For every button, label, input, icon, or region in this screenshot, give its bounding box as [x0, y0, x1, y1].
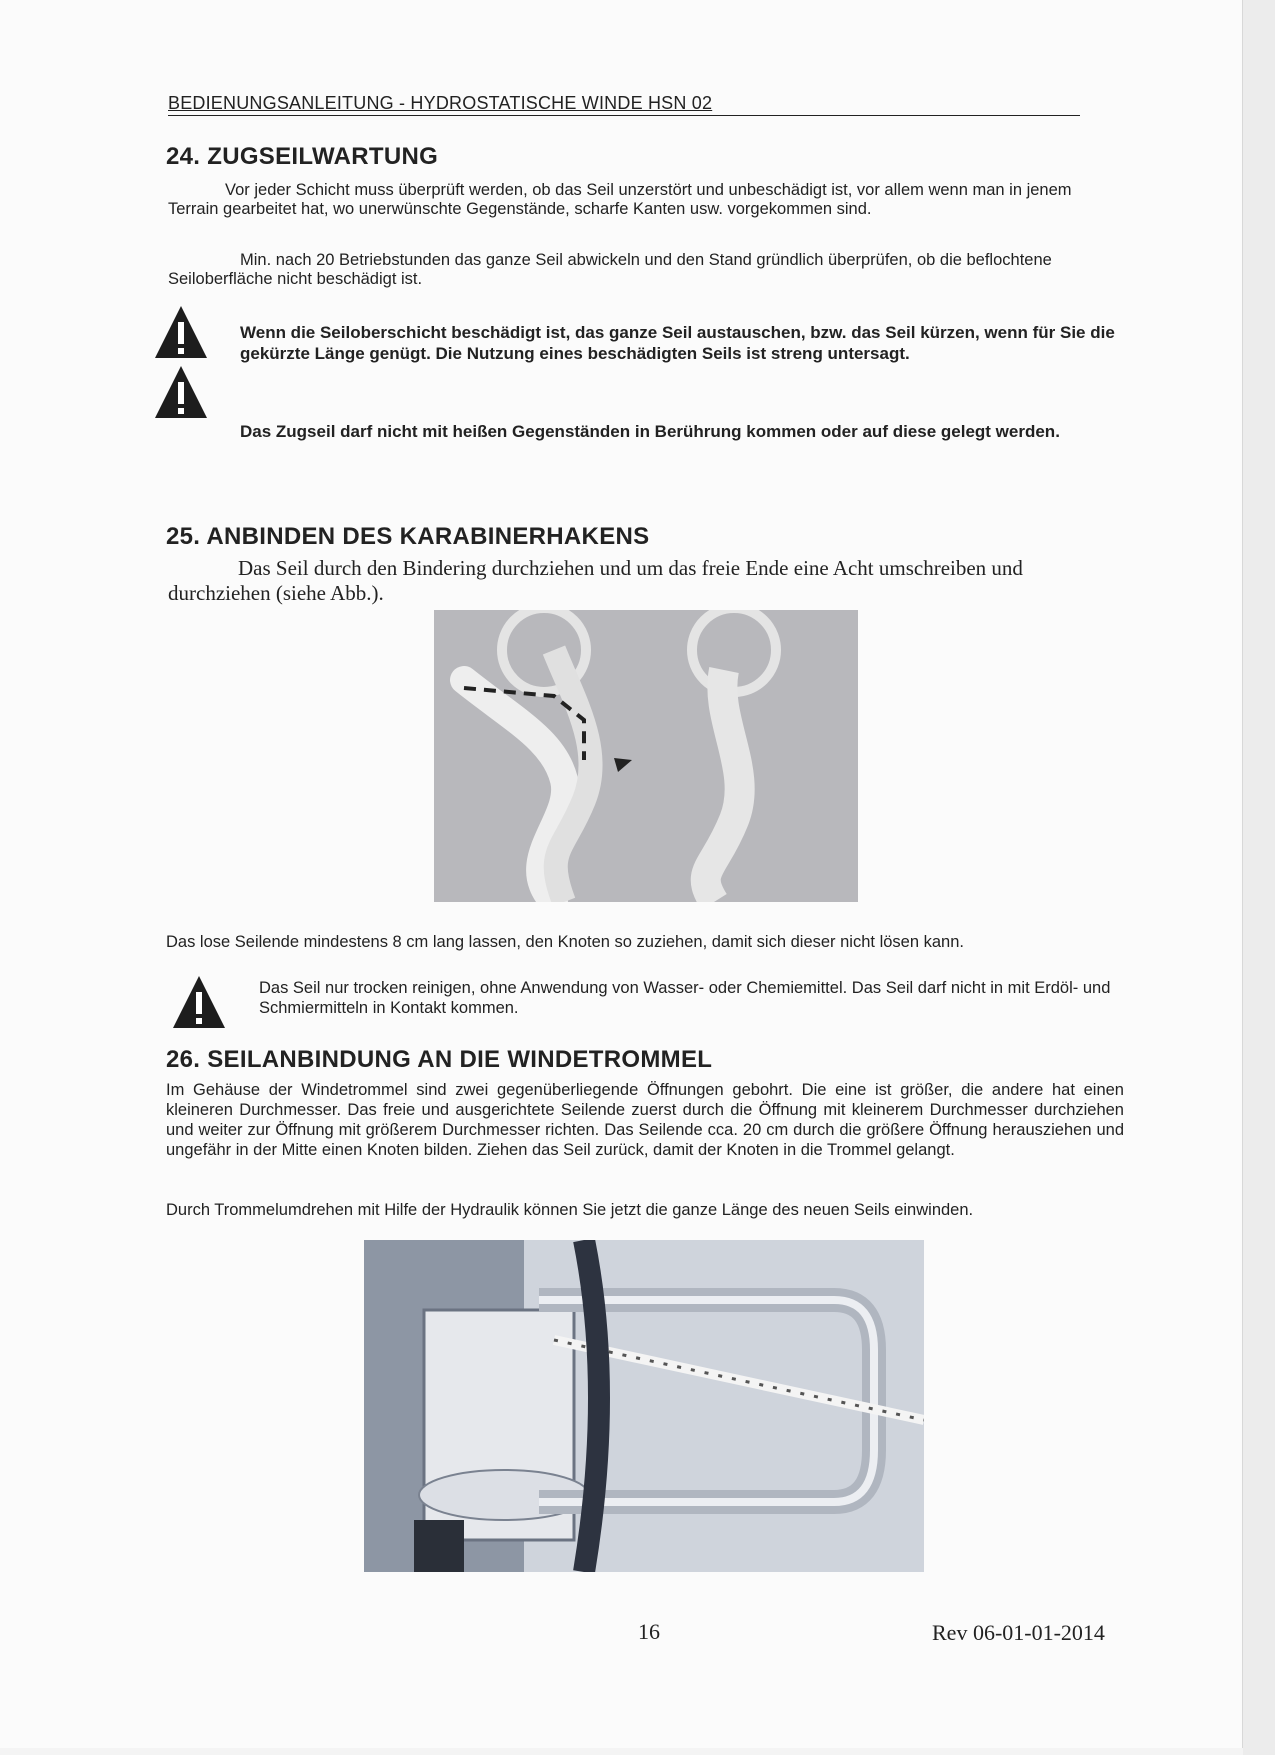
section-25-warning: Das Seil nur trocken reinigen, ohne Anwendung von Wasser- oder Chemiemittel. Das Seil darf nicht in mit Erdöl- und Schmiermitteln in Kontakt kommen.	[259, 979, 1111, 1017]
section-24-title: 24. ZUGSEILWARTUNG	[166, 143, 439, 170]
section-25-title: 25. ANBINDEN DES KARABINERHAKENS	[166, 523, 650, 550]
section-24-warning-1: Wenn die Seiloberschicht beschädigt ist, das ganze Seil austauschen, bzw. das Seil kürzen, wenn für Sie die gekürzte Länge genügt. Die Nutzung eines beschädigten Seils ist streng untersagt.	[240, 323, 1115, 363]
section-24-warning-2: Das Zugseil darf nicht mit heißen Gegenständen in Berührung kommen oder auf diese gelegt werden.	[240, 422, 1060, 441]
section-24-paragraph-2: Min. nach 20 Betriebstunden das ganze Seil abwickeln und den Stand gründlich überprüfen, ob die beflochtene Seiloberfläche nicht beschädigt ist.	[168, 251, 1052, 288]
header-text: BEDIENUNGSANLEITUNG - HYDROSTATISCHE WINDE HSN 02	[168, 93, 713, 113]
revision-label: Rev 06-01-01-2014	[932, 1620, 1105, 1645]
section-25-paragraph-2: Das lose Seilende mindestens 8 cm lang lassen, den Knoten so zuziehen, damit sich dieser nicht lösen kann.	[166, 933, 964, 951]
section-26-title: 26. SEILANBINDUNG AN DIE WINDETROMMEL	[166, 1046, 713, 1073]
warning-icon	[152, 364, 210, 420]
page-header	[168, 93, 1080, 116]
section-26-paragraph-1: Im Gehäuse der Windetrommel sind zwei gegenüberliegende Öffnungen gebohrt. Die eine ist größer, die andere hat einen kleineren Durchmesser. Das freie und ausgerichtete Seilende zuerst durch die Öffnung mit kleinerem Durchmesser durchziehen und weiter zur Öffnung mit größerem Durchmesser richten. Das Seilende cca. 20 cm durch die größere Öffnung herausziehen und ungefähr in der Mitte einen Knoten bilden. Ziehen das Seil zurück, damit der Knoten in die Trommel gelangt.	[166, 1081, 1124, 1159]
warning-icon	[152, 304, 210, 360]
section-25-paragraph-1: Das Seil durch den Bindering durchziehen und um das freie Ende eine Acht umschreiben und durchziehen (siehe Abb.).	[168, 556, 1023, 605]
page-edge	[1243, 0, 1275, 1755]
section-26-paragraph-2: Durch Trommelumdrehen mit Hilfe der Hydraulik können Sie jetzt die ganze Länge des neuen Seils einwinden.	[166, 1201, 974, 1219]
warning-icon	[170, 974, 228, 1030]
page-number: 16	[638, 1619, 660, 1644]
section-24-paragraph-1: Vor jeder Schicht muss überprüft werden, ob das Seil unzerstört und unbeschädigt ist, vor allem wenn man in jenem Terrain gearbeitet hat, wo unerwünschte Gegenstände, scharfe Kanten usw. vorgekommen sind.	[168, 181, 1072, 218]
winch-drum-photo	[364, 1240, 924, 1572]
knot-illustration-photo	[434, 610, 858, 902]
